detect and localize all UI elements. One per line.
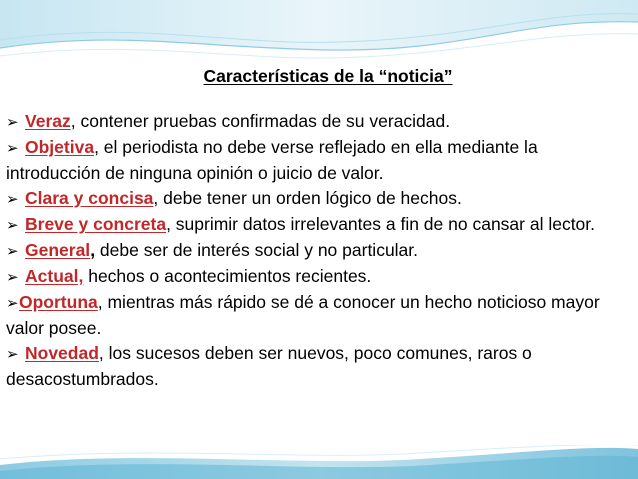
slide-title [0,66,638,87]
item-text: , mientras más rápido se dé a conocer un hecho noticioso mayor valor posee. [6,292,600,338]
list-item-veraz [6,109,634,135]
arrow-bullet-icon: ➢ [6,269,19,286]
arrow-bullet-icon: ➢ [6,140,19,157]
keyword: Veraz [25,111,71,131]
arrow-bullet-icon: ➢ [6,114,19,131]
item-text: debe ser de interés social y no particular. [95,240,419,260]
list-item-general [6,238,634,264]
item-text: hechos o acontecimientos recientes. [83,266,372,286]
characteristics-list [6,109,634,392]
list-item-oportuna [6,290,634,341]
arrow-bullet-icon: ➢ [6,346,19,363]
keyword: Objetiva [25,137,95,157]
item-text: , contener pruebas confirmadas de su veracidad. [70,111,451,131]
item-text: , debe tener un orden lógico de hechos. [153,188,462,208]
list-item-novedad [6,341,634,392]
keyword: Clara y concisa [25,188,154,208]
arrow-bullet-icon: ➢ [6,217,19,234]
list-item-objetiva [6,135,634,186]
list-item-actual [6,264,634,290]
item-text: , suprimir datos irrelevantes a fin de no cansar al lector. [166,214,596,234]
list-item-clara-y-concisa [6,186,634,212]
slide-title-text: Características de la “noticia” [203,66,453,86]
keyword: Breve y concreta [25,214,167,234]
bottom-wave-decoration [0,445,638,479]
item-text: , los sucesos deben ser nuevos, poco comunes, raros o desacostumbrados. [6,343,532,389]
arrow-bullet-icon: ➢ [6,243,19,260]
list-item-breve-y-concreta [6,212,634,238]
top-wave-decoration [0,0,638,70]
arrow-bullet-icon: ➢ [6,191,19,208]
keyword: Oportuna [19,292,98,312]
keyword: General [25,240,91,260]
keyword: Novedad [25,343,99,363]
item-text: , el periodista no debe verse reflejado en ella mediante la introducción de ninguna opinión o juicio de valor. [6,137,538,183]
keyword: Actual, [25,266,84,286]
arrow-bullet-icon: ➢ [6,295,19,312]
keyword-punct: , [90,240,96,260]
